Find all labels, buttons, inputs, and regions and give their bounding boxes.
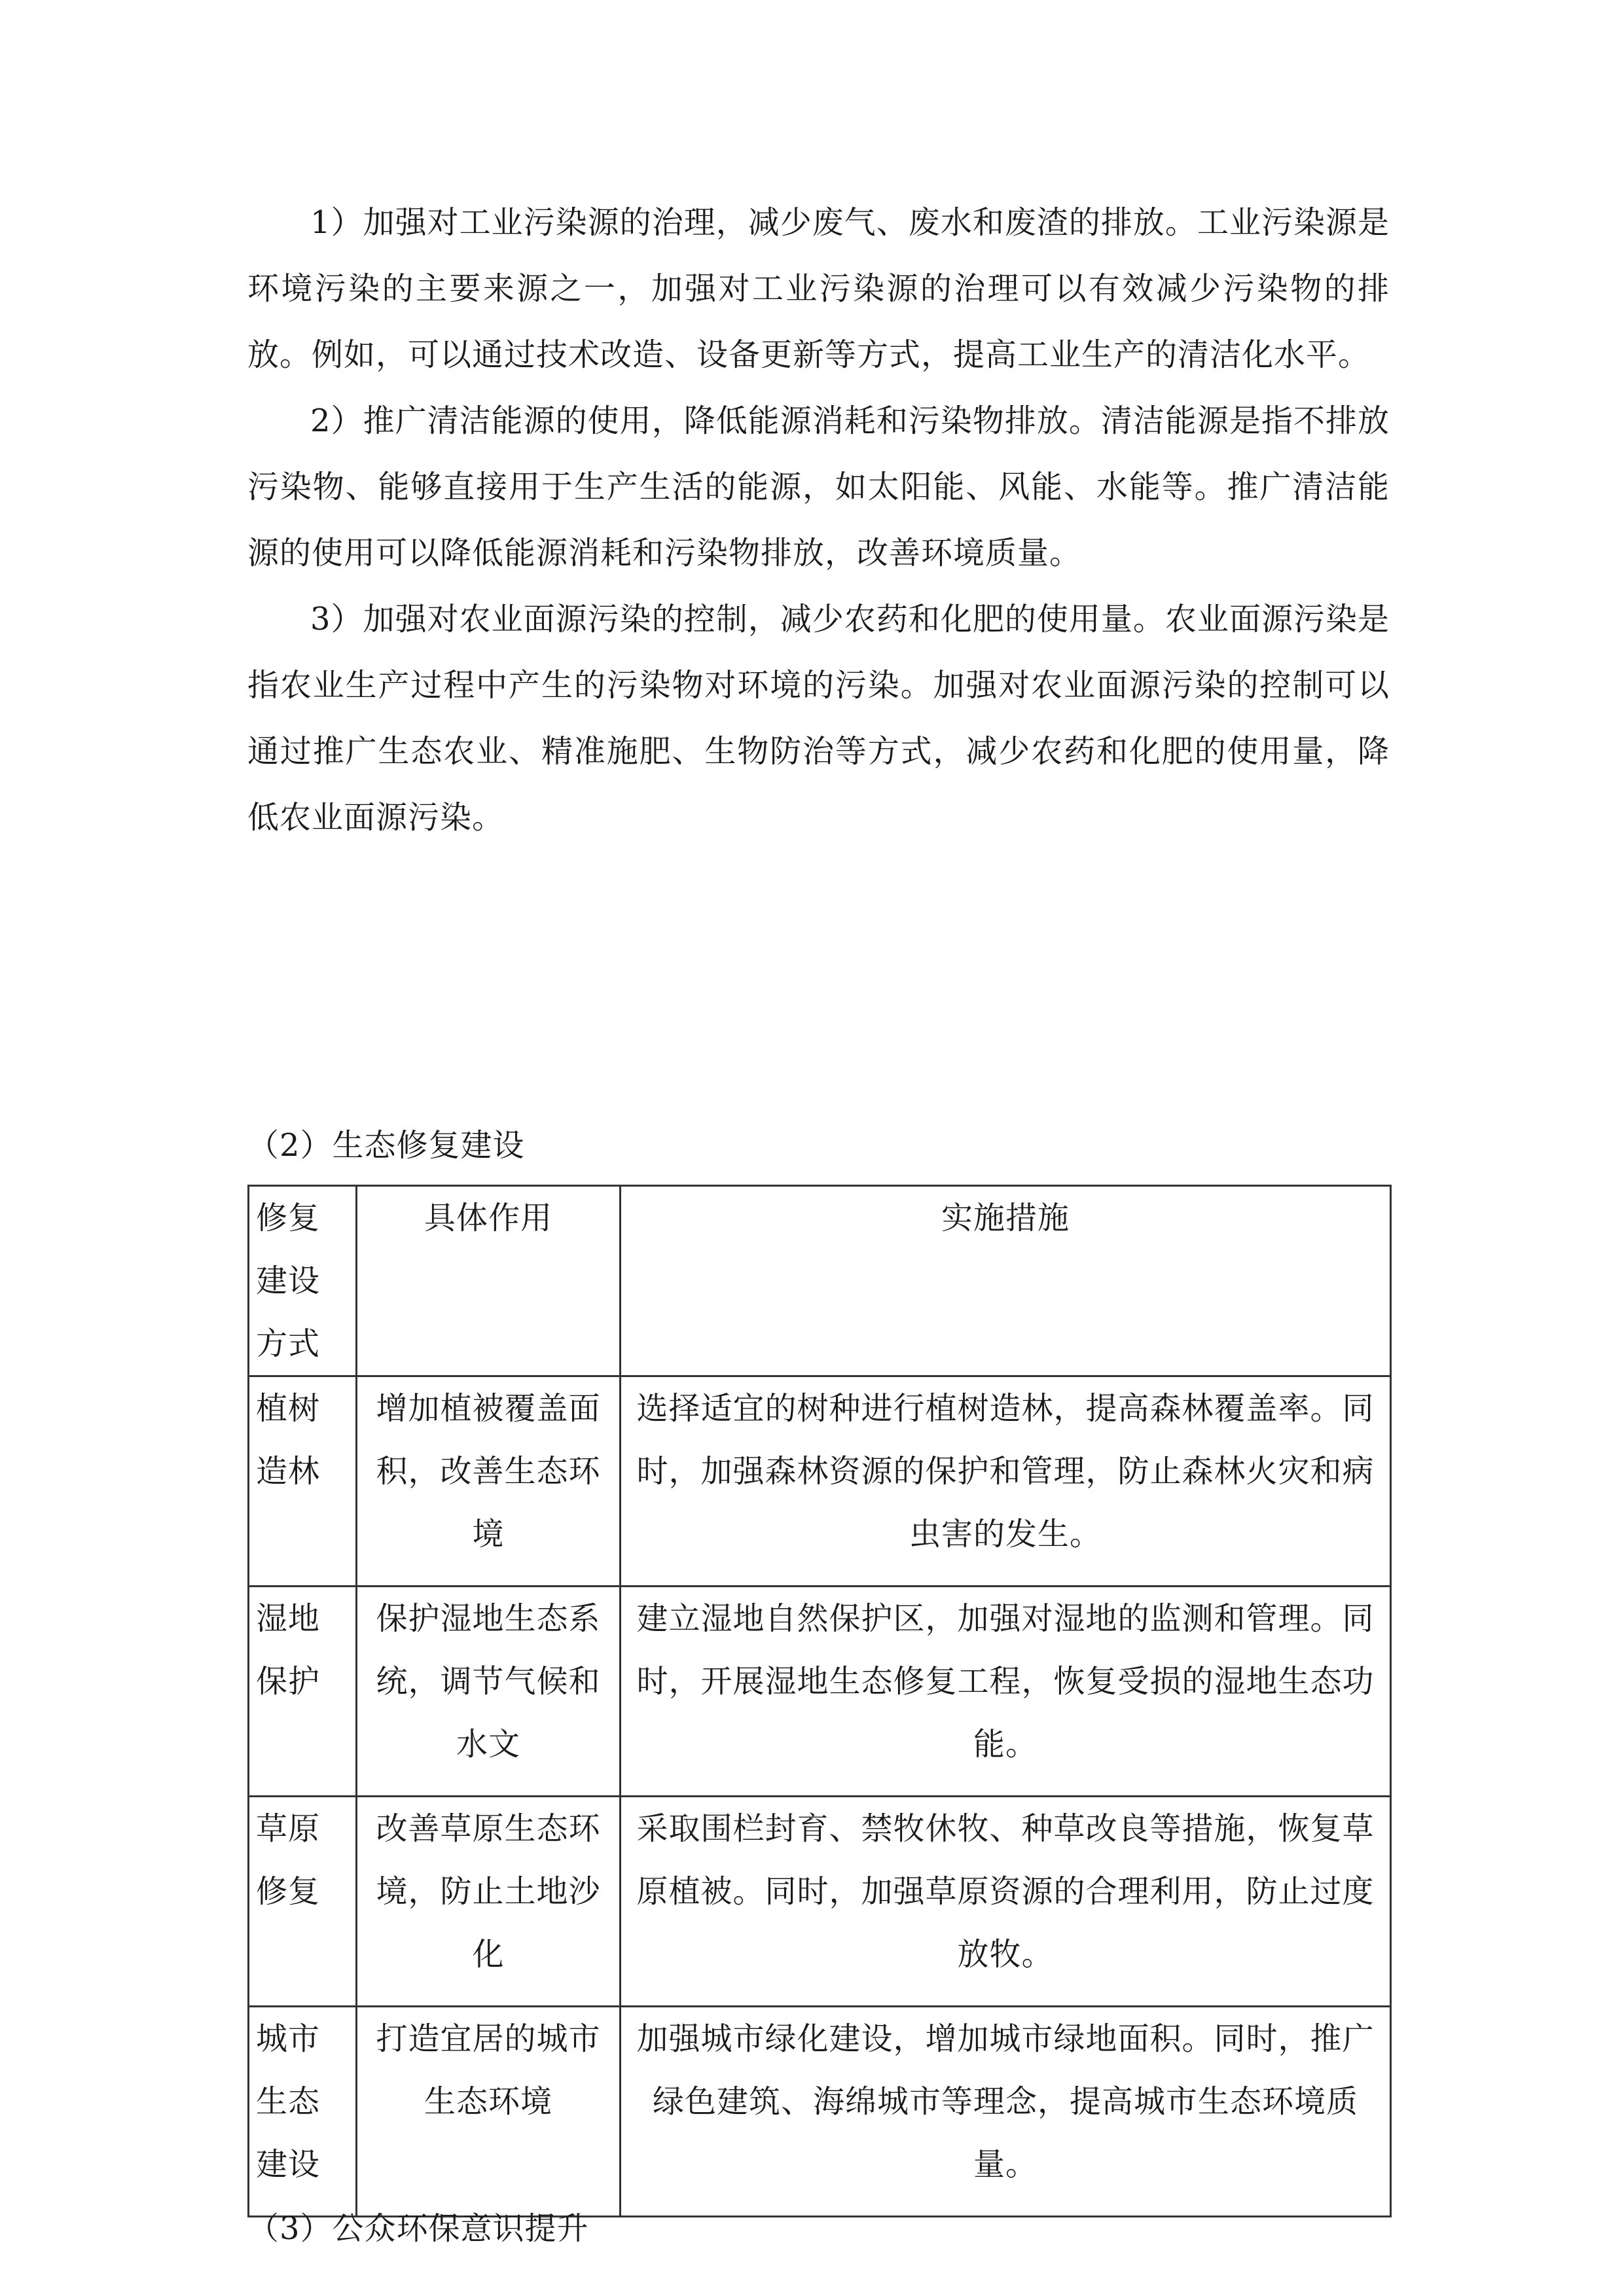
table-row [249,1797,1391,2007]
ecological-restoration-table [247,1185,1392,2217]
header-method: 修复建设方式 [249,1186,357,1376]
document-page [247,190,1390,2247]
row-method: 城市生态建设 [249,2007,357,2217]
row-method: 植树造林 [249,1376,357,1587]
section-title-ecological-restoration: （2）生态修复建设 [247,1127,525,1164]
table-header-row [249,1186,1391,1376]
row-measures: 采取围栏封育、禁牧休牧、种草改良等措施，恢复草原植被。同时，加强草原资源的合理利用，防止过度放牧。 [621,1797,1391,2007]
table-row [249,1376,1391,1587]
row-measures: 选择适宜的树种进行植树造林，提高森林覆盖率。同时，加强森林资源的保护和管理，防止森林火灾和病虫害的发生。 [621,1376,1391,1587]
paragraph-agricultural-pollution: 3）加强对农业面源污染的控制，减少农药和化肥的使用量。农业面源污染是指农业生产过程中产生的污染物对环境的污染。加强对农业面源污染的控制可以通过推广生态农业、精准施肥、生物防治等方式，减少农药和化肥的使用量，降低农业面源污染。 [247,601,1390,836]
table-row [249,2007,1391,2217]
row-measures: 建立湿地自然保护区，加强对湿地的监测和管理。同时，开展湿地生态修复工程，恢复受损的湿地生态功能。 [621,1587,1391,1797]
header-measures: 实施措施 [621,1186,1391,1376]
row-measures: 加强城市绿化建设，增加城市绿地面积。同时，推广绿色建筑、海绵城市等理念，提高城市生态环境质量。 [621,2007,1391,2217]
row-effect: 保护湿地生态系统，调节气候和水文 [357,1587,621,1797]
row-effect: 增加植被覆盖面积，改善生态环境 [357,1376,621,1587]
row-effect: 改善草原生态环境，防止土地沙化 [357,1797,621,2007]
paragraph-industrial-pollution: 1）加强对工业污染源的治理，减少废气、废水和废渣的排放。工业污染源是环境污染的主要来源之一，加强对工业污染源的治理可以有效减少污染物的排放。例如，可以通过技术改造、设备更新等方式，提高工业生产的清洁化水平。 [247,204,1390,373]
header-effect: 具体作用 [357,1186,621,1376]
row-effect: 打造宜居的城市生态环境 [357,2007,621,2217]
table-row [249,1587,1391,1797]
section-title-public-awareness: （3）公众环保意识提升 [247,2210,589,2247]
paragraph-clean-energy: 2）推广清洁能源的使用，降低能源消耗和污染物排放。清洁能源是指不排放污染物、能够直接用于生产生活的能源，如太阳能、风能、水能等。推广清洁能源的使用可以降低能源消耗和污染物排放，改善环境质量。 [247,403,1390,571]
row-method: 草原修复 [249,1797,357,2007]
row-method: 湿地保护 [249,1587,357,1797]
